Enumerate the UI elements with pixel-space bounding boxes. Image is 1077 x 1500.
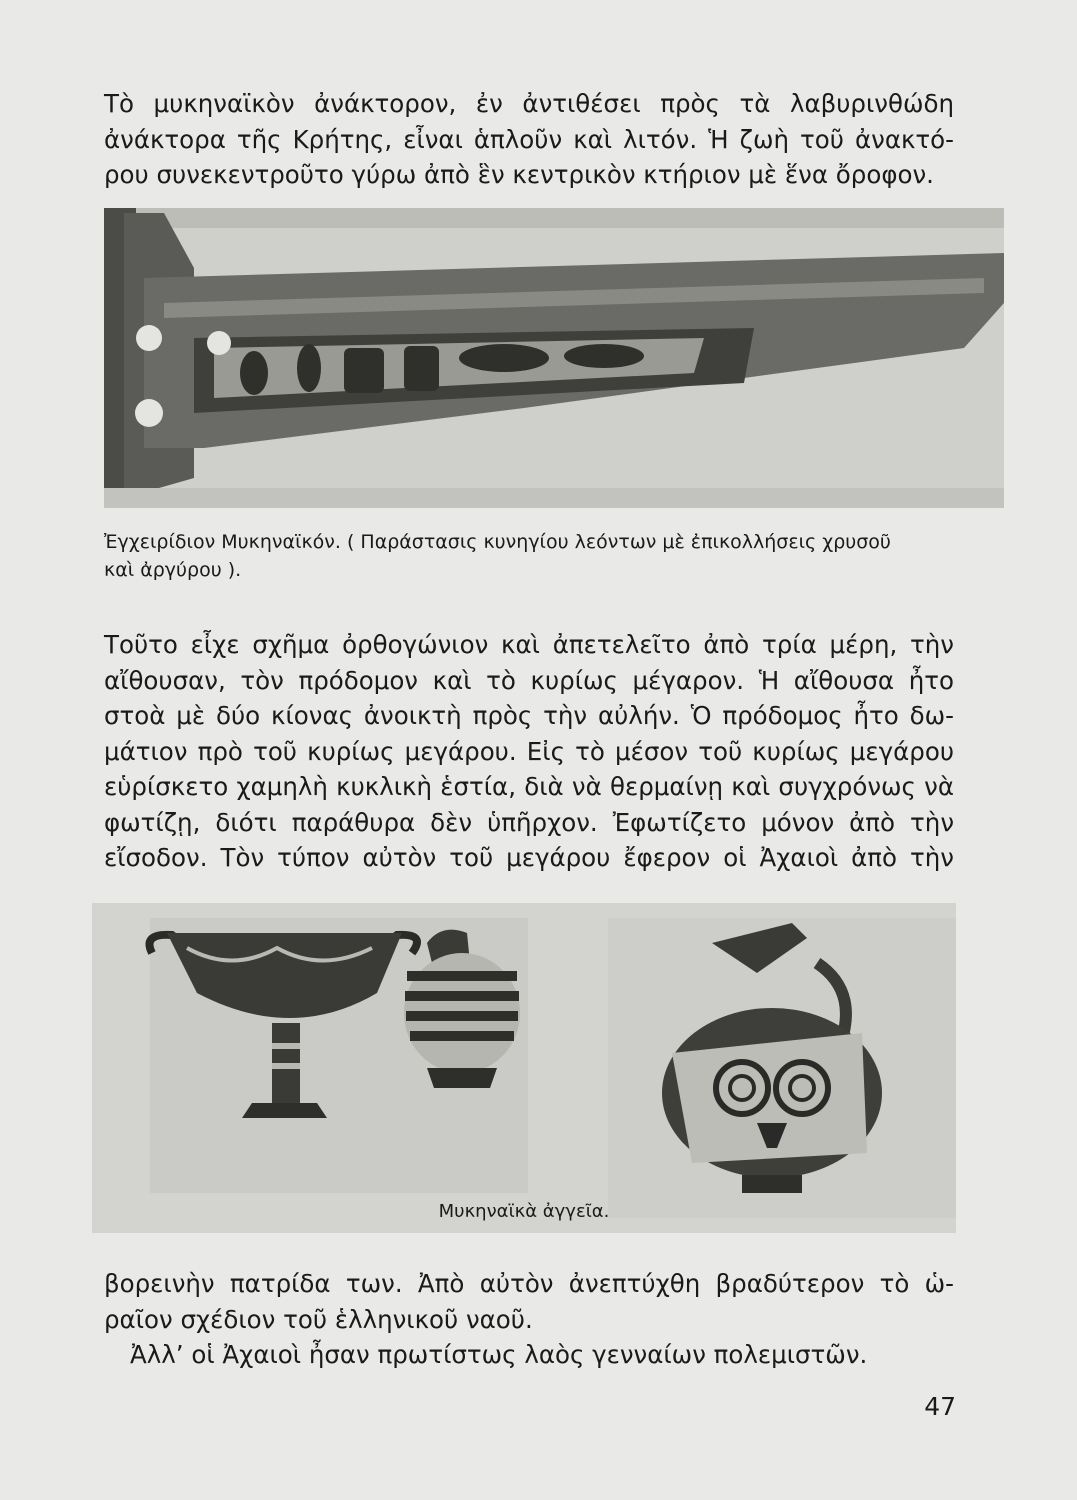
text-line: ἀνάκτορα τῆς Κρήτης, εἶναι ἁπλοῦν καὶ λιτόν. Ἡ ζωὴ τοῦ ἀνακτό- bbox=[104, 124, 954, 154]
text-line: ραῖον σχέδιον τοῦ ἑλληνικοῦ ναοῦ. bbox=[104, 1304, 533, 1334]
dagger-photo bbox=[104, 208, 1004, 508]
caption-line: καὶ ἀργύρου ). bbox=[104, 559, 242, 581]
text-line: φωτίζῃ, διότι παράθυρα δὲν ὑπῆρχον. Ἐφωτίζετο μόνον ἀπὸ τὴν bbox=[104, 807, 954, 837]
text-line: ρου συνεκεντροῦτο γύρω ἀπὸ ἓν κεντρικὸν κτήριον μὲ ἕνα ὄροφον. bbox=[104, 160, 934, 189]
paragraph-2 bbox=[104, 627, 954, 876]
vessels-illustration bbox=[92, 903, 956, 1233]
dagger-illustration bbox=[104, 208, 1004, 508]
page-number: 47 bbox=[924, 1392, 956, 1421]
text-line: Τοῦτο εἶχε σχῆμα ὀρθογώνιον καὶ ἀπετελεῖτο ἀπὸ τρία μέρη, τὴν bbox=[104, 630, 954, 659]
text-line: στοὰ μὲ δύο κίονας ἀνοικτὴ πρὸς τὴν αὐλήν. Ὁ πρόδομος ἦτο δω- bbox=[104, 701, 954, 730]
text-line: αἴθουσαν, τὸν πρόδομον καὶ τὸ κυρίως μέγαρον. Ἡ αἴθουσα ἦτο bbox=[104, 665, 954, 695]
text-line: Τὸ μυκηναϊκὸν ἀνάκτορον, ἐν ἀντιθέσει πρὸς τὰ λαβυρινθώδη bbox=[104, 89, 954, 118]
caption-line: Ἐγχειρίδιον Μυκηναϊκόν. ( Παράστασις κυνηγίου λεόντων μὲ ἐπικολλήσεις χρυσοῦ bbox=[104, 531, 891, 553]
text-line: Ἀλλ’ οἱ Ἀχαιοὶ ἦσαν πρωτίστως λαὸς γενναίων πολεμιστῶν. bbox=[130, 1340, 868, 1369]
vessels-photo bbox=[92, 903, 956, 1233]
paragraph-1 bbox=[104, 86, 954, 193]
dagger-caption bbox=[104, 528, 974, 584]
text-line: βορεινὴν πατρίδα των. Ἀπὸ αὐτὸν ἀνεπτύχθη βραδύτερον τὸ ὡ- bbox=[104, 1269, 954, 1298]
text-line: εἴσοδον. Τὸν τύπον αὐτὸν τοῦ μεγάρου ἔφερον οἱ Ἀχαιοὶ ἀπὸ τὴν bbox=[104, 843, 954, 872]
paragraph-3 bbox=[104, 1266, 954, 1373]
text-line: εὑρίσκετο χαμηλὴ κυκλικὴ ἑστία, διὰ νὰ θερμαίνῃ καὶ συγχρόνως νὰ bbox=[104, 772, 954, 801]
text-line: μάτιον πρὸ τοῦ κυρίως μεγάρου. Εἰς τὸ μέσον τοῦ κυρίως μεγάρου bbox=[104, 736, 954, 766]
vessels-caption: Μυκηναϊκὰ ἀγγεῖα. bbox=[438, 1201, 610, 1222]
